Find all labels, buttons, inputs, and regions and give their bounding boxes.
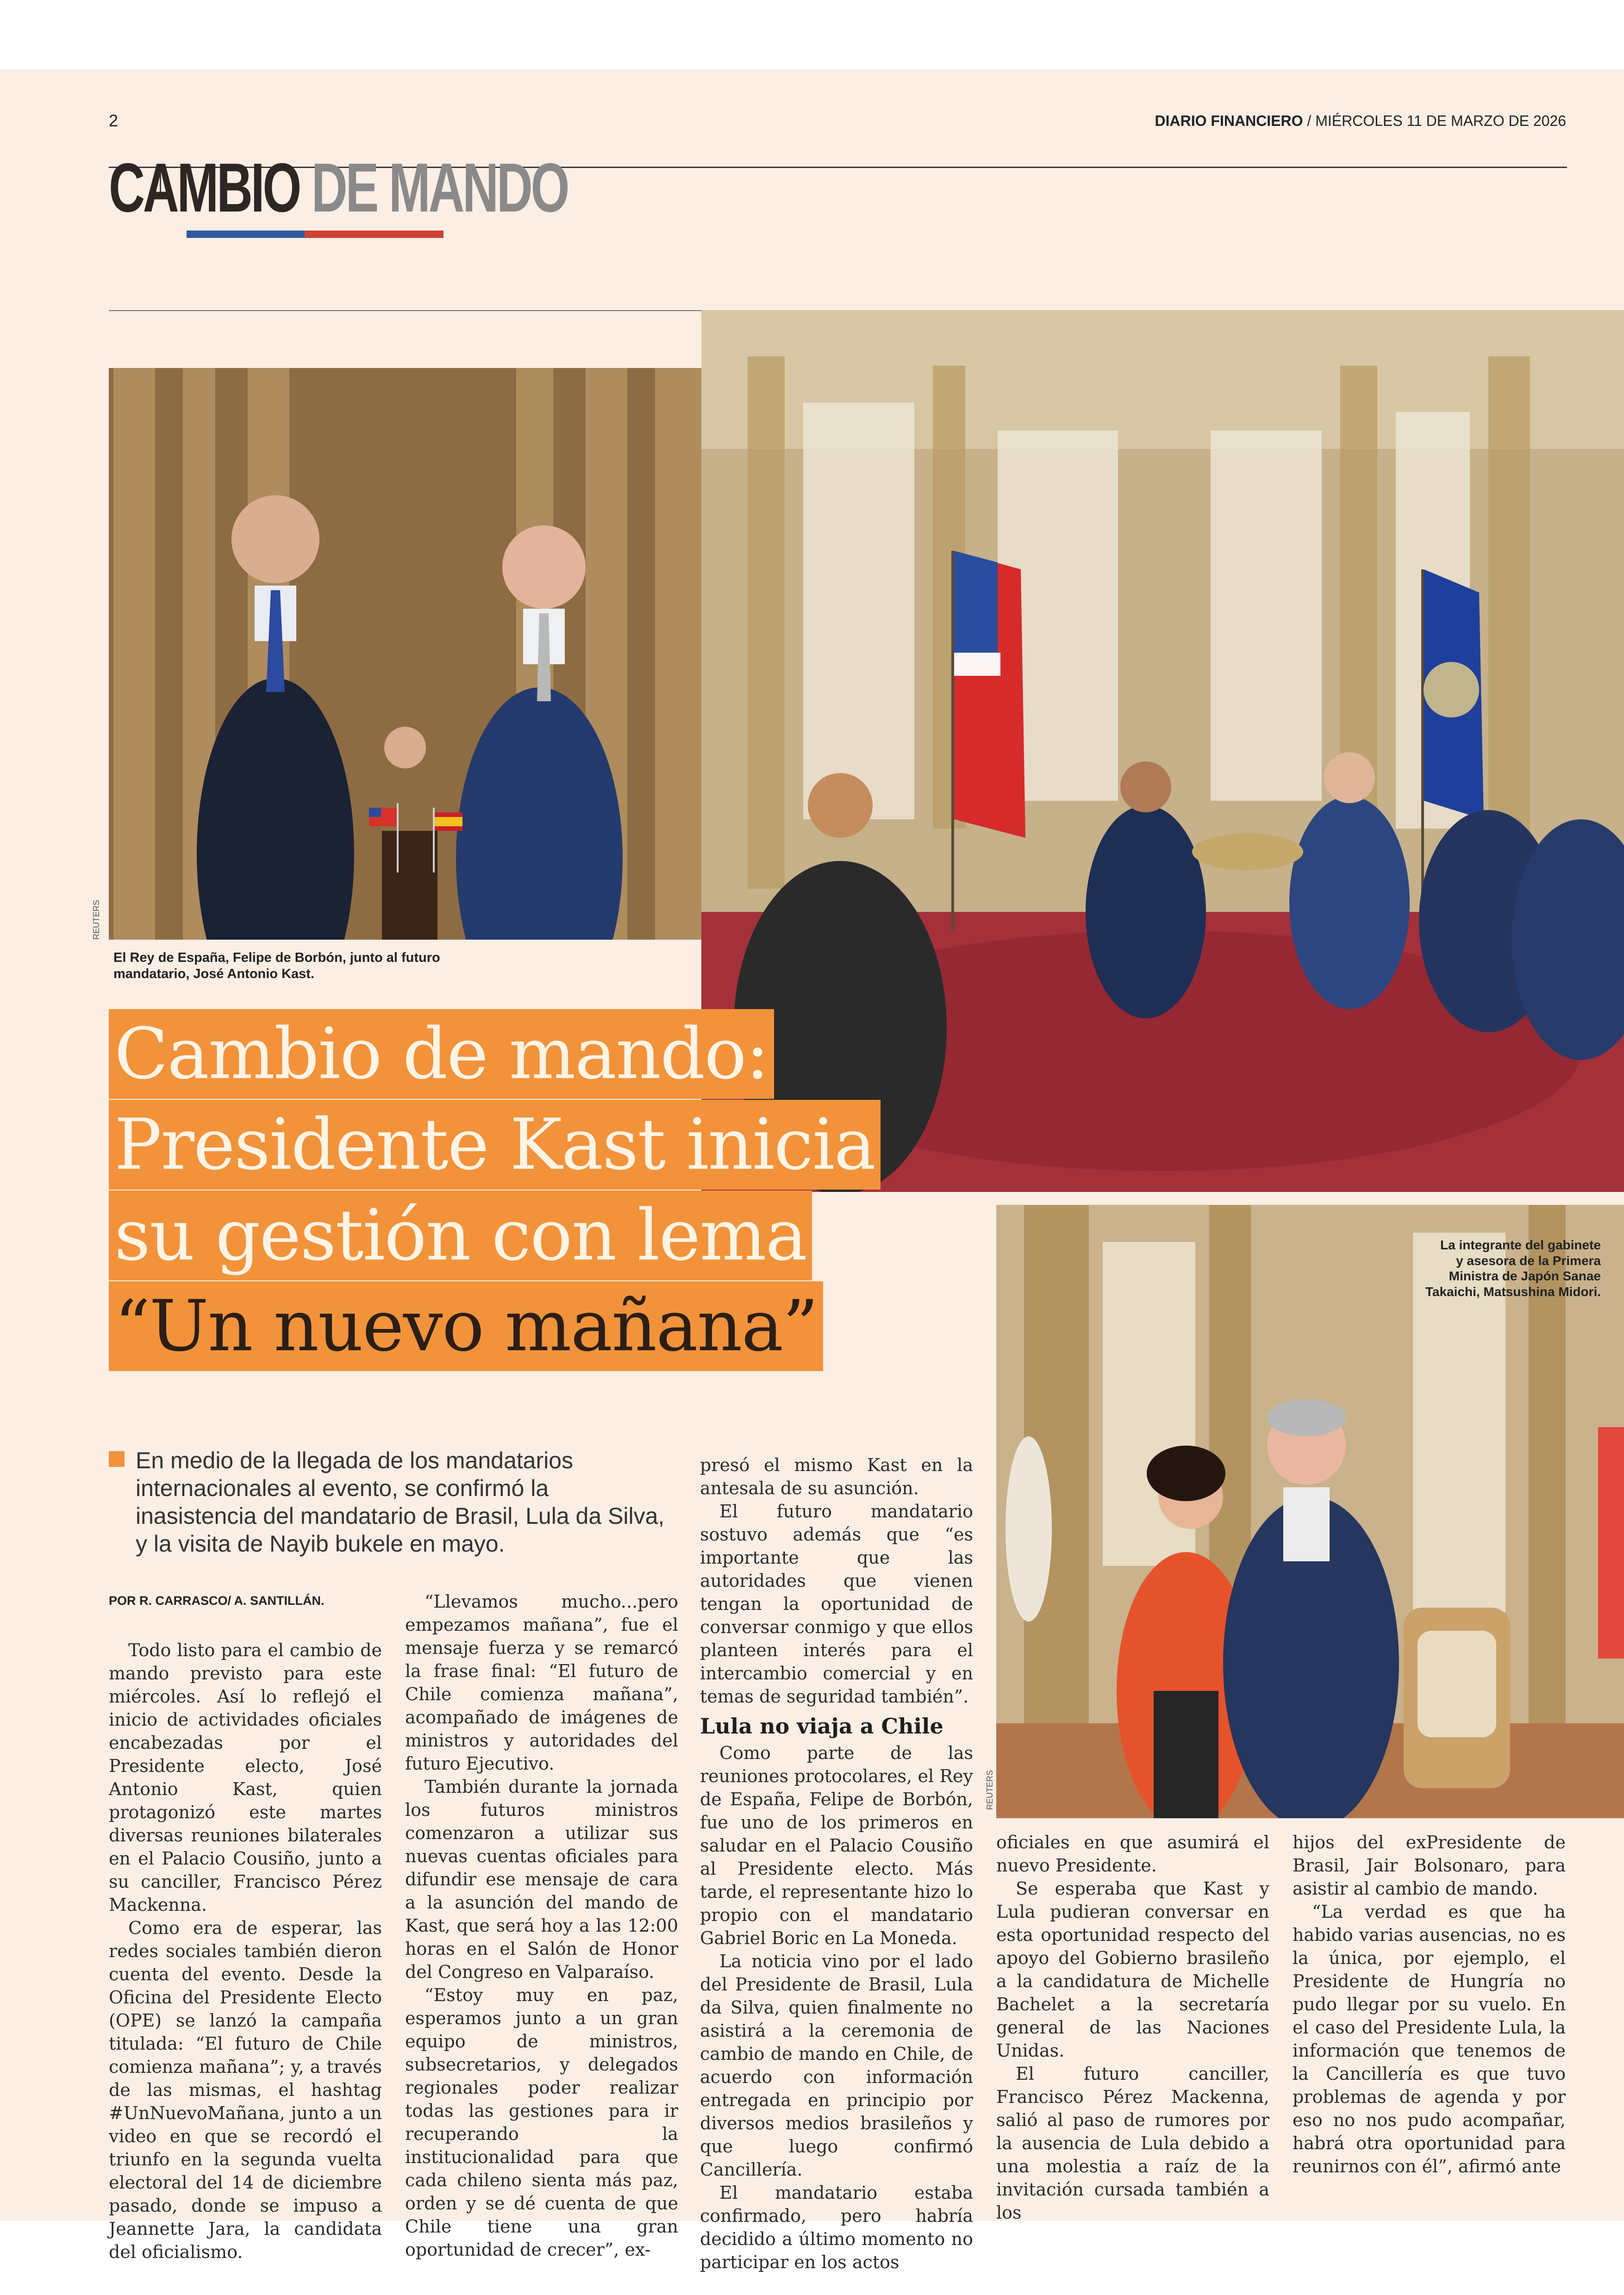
paragraph: Como era de esperar, las redes sociales también dieron cuenta del evento. Desde la Oficina del Presidente Electo (OPE) se lanzó la campaña titulada: “El futuro de Chile comienza mañana”; y, a través de las mismas, el hashtag #UnNuevoMañana, junto a un video en que se recordó el triunfo en la segunda vuelta electoral del 14 de diciembre pasado, donde se impuso a Jeannette Jara, la candidata del oficialismo.	[109, 1918, 382, 2262]
paragraph: Como parte de las reuniones protocolares, el Rey de España, Felipe de Borbón, fue uno de los primeros en saludar en el Palacio Cousiño al Presidente electo. Más tarde, el representante hizo lo propio con el mandatario Gabriel Boric en La Moneda.	[700, 1743, 973, 1948]
caption-japan-line-2: y asesora de la Primera	[1456, 1253, 1601, 1268]
paragraph: oficiales en que asumirá el nuevo Presidente.	[996, 1832, 1269, 1876]
photo-king-kast-illustration	[109, 368, 715, 940]
headline	[109, 1009, 942, 1372]
paragraph: Todo listo para el cambio de mando previsto para este miércoles. Así lo reflejó el inicio de actividades oficiales encabezadas por el Presidente electo, José Antonio Kast, quien protagonizó este martes diversas reuniones bilaterales en el Palacio Cousiño, junto a su canciller, Francisco Pérez Mackenna.	[109, 1640, 382, 1915]
headline-line-2: Presidente Kast inicia	[109, 1100, 881, 1190]
caption-king	[113, 950, 715, 982]
caption-king-line-1: El Rey de España, Felipe de Borbón, junto al futuro	[113, 950, 440, 965]
paragraph: El futuro mandatario sostuvo además que “es importante que las autoridades que vienen tengan la oportunidad de conversar conmigo y que ellos planteen interés para el intercambio comercial y en temas de seguridad también”.	[700, 1501, 973, 1707]
body-column-2	[405, 1590, 678, 2261]
photo-credit-japan: REUTERS	[985, 1770, 994, 1810]
paragraph: Se esperaba que Kast y Lula pudieran conversar en esta oportunidad respecto del apoyo del Gobierno brasileño a la candidatura de Michelle Bachelet a la secretaría general de las Naciones Unidas.	[996, 1878, 1269, 2061]
caption-japan-line-3: Ministra de Japón Sanae	[1449, 1269, 1601, 1284]
caption-japan	[1333, 1237, 1601, 1299]
paragraph: “La verdad es que ha habido varias ausencias, no es la única, por ejemplo, el Presidente de Hungría no pudo llegar por su vuelo. En el caso del Presidente Lula, la información que tenemos de la Cancillería es que tuvo problemas de agenda y por eso no nos pudo acompañar, habrá otra oportunidad para reunirnos con él”, afirmó ante	[1293, 1902, 1566, 2177]
paragraph: El futuro canciller, Francisco Pérez Mackenna, salió al paso de rumores por la ausencia de Lula debido a una molestia a raíz de la invitación cursada también a los	[996, 2064, 1269, 2223]
section-word-1: CAMBIO	[109, 149, 300, 226]
lead-summary	[109, 1447, 683, 1558]
subheading-lula: Lula no viaja a Chile	[700, 1714, 943, 1739]
paragraph: presó el mismo Kast en la antesala de su asunción.	[700, 1455, 973, 1498]
headline-line-4: “Un nuevo mañana”	[109, 1281, 823, 1371]
section-title	[109, 149, 568, 226]
caption-japan-line-1: La integrante del gabinete	[1440, 1238, 1601, 1252]
page-number: 2	[109, 111, 119, 130]
bullet-square-icon	[109, 1451, 125, 1467]
section-word-2: DE MANDO	[300, 149, 568, 226]
flag-bar-blue	[187, 231, 305, 238]
headline-line-3: su gestión con lema	[109, 1191, 812, 1280]
body-column-1	[109, 1639, 382, 2264]
body-column-5	[1293, 1831, 1566, 2178]
paragraph: hijos del exPresidente de Brasil, Jair Bolsonaro, para asistir al cambio de mando.	[1293, 1832, 1566, 1899]
flag-bar-red	[305, 231, 443, 238]
lead-text: En medio de la llegada de los mandatarios internacionales al evento, se confirmó la inasistencia del mandatario de Brasil, Lula da Silva, y la visita de Nayib bukele en mayo.	[136, 1447, 665, 1557]
photo-king-kast	[109, 368, 715, 940]
masthead	[1155, 112, 1566, 130]
paragraph: “Estoy muy en paz, esperamos junto a un gran equipo de ministros, subsecretarios, y delegados regionales poder realizar todas las gestiones para ir recuperando la institucionalidad para que cada chileno sienta más paz, orden y se dé cuenta de que Chile tiene una gran oportunidad de crecer”, ex-	[405, 1985, 678, 2260]
body-column-3	[700, 1453, 973, 2274]
paragraph: También durante la jornada los futuros ministros comenzaron a utilizar sus nuevas cuentas oficiales para difundir ese mensaje de cara a la asunción del mando de Kast, que será hoy a las 12:00 horas en el Salón de Honor del Congreso en Valparaíso.	[405, 1777, 678, 1982]
paragraph: La noticia vino por el lado del Presidente de Brasil, Lula da Silva, quien finalmente no asistirá a la ceremonia de cambio de mando en Chile, de acuerdo con información entregada en principio por diversos medios brasileños y que luego confirmó Cancillería.	[700, 1951, 973, 2180]
paragraph: “Llevamos mucho...pero empezamos mañana”, fue el mensaje fuerza y se remarcó la frase final: “El futuro de Chile comienza mañana”, acompañado de imágenes de ministros y autoridades del futuro Ejecutivo.	[405, 1591, 678, 1774]
caption-king-line-2: mandatario, José Antonio Kast.	[113, 966, 314, 981]
byline: POR R. CARRASCO/ A. SANTILLÁN.	[109, 1594, 325, 1608]
caption-japan-line-4: Takaichi, Matsushina Midori.	[1425, 1284, 1601, 1299]
body-column-4	[996, 1831, 1269, 2224]
issue-date: / MIÉRCOLES 11 DE MARZO DE 2026	[1303, 112, 1566, 129]
publication-name: DIARIO FINANCIERO	[1155, 112, 1303, 129]
headline-line-1: Cambio de mando:	[109, 1009, 774, 1099]
photo-credit-king: REUTERS	[92, 899, 101, 940]
paragraph: El mandatario estaba confirmado, pero habría decidido a último momento no participar en los actos	[700, 2183, 973, 2272]
